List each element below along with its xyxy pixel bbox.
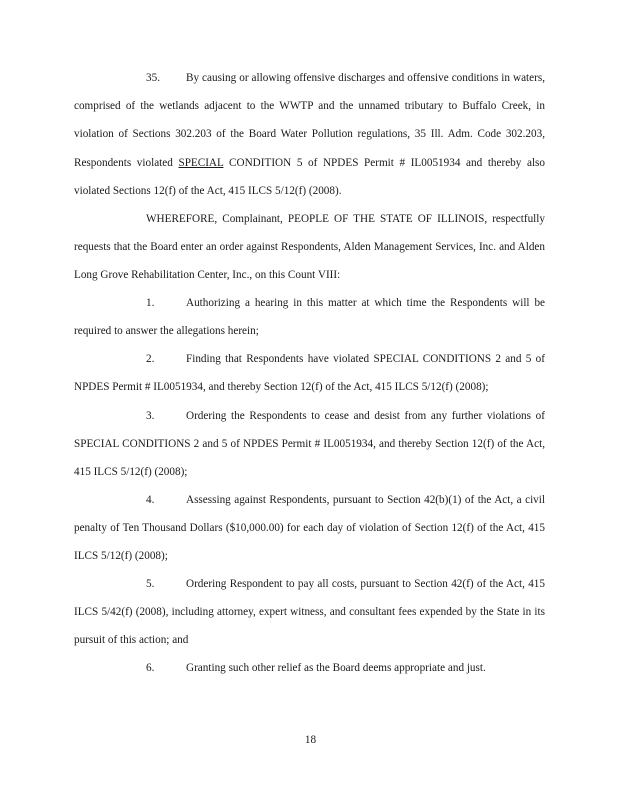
relief-item-number: 4. — [146, 494, 155, 506]
relief-item-number: 2. — [146, 353, 155, 365]
paragraph-35 — [74, 64, 545, 205]
paragraph-text-b: CONDITION 5 of NPDES Permit # IL0051934 and thereby also violated Sections 12(f) of the Act, 415 ILCS 5/12(f) (2008). — [74, 156, 546, 197]
relief-item-number: 6. — [146, 662, 155, 674]
relief-item — [74, 486, 545, 571]
wherefore-clause — [74, 205, 545, 290]
paragraph-text-a: By causing or allowing offensive discharges and offensive conditions in waters, comprised of the wetlands adjacent to the WWTP and the unnamed tributary to Buffalo Creek, in violation of Sections 302.203 of the Board Water Pollution regulations, 35 Ill. Adm. Code 302.203, Respondents violated — [74, 72, 545, 169]
paragraph-text-underlined: SPECIAL — [178, 156, 224, 169]
relief-item — [74, 345, 545, 401]
wherefore-text: WHEREFORE, Complainant, PEOPLE OF THE STATE OF ILLINOIS, respectfully requests that the Board enter an order against Respondents, Alden Management Services, Inc. and Alden Long Grove Rehabilitation Center, Inc., on this Count VIII: — [74, 213, 545, 282]
relief-item-text: Finding that Respondents have violated SPECIAL CONDITIONS 2 and 5 of NPDES Permit # IL0051934, and thereby Section 12(f) of the Act, 415 ILCS 5/12(f) (2008); — [74, 353, 545, 394]
relief-item-number: 1. — [146, 297, 155, 309]
relief-item-text: Ordering Respondent to pay all costs, pursuant to Section 42(f) of the Act, 415 ILCS 5/42(f) (2008), including attorney, expert witness, and consultant fees expended by the State in its pursuit of this action; and — [74, 578, 545, 647]
relief-item — [74, 402, 545, 487]
relief-item-text: Assessing against Respondents, pursuant to Section 42(b)(1) of the Act, a civil penalty of Ten Thousand Dollars ($10,000.00) for each day of violation of Section 12(f) of the Act, 415 ILCS 5/12(f) (2008); — [74, 494, 545, 563]
paragraph-number: 35. — [146, 72, 160, 84]
relief-item-text: Ordering the Respondents to cease and desist from any further violations of SPECIAL CONDITIONS 2 and 5 of NPDES Permit # IL0051934, and thereby Section 12(f) of the Act, 415 ILCS 5/12(f) (2008); — [74, 410, 545, 479]
page-number: 18 — [304, 734, 317, 746]
relief-item — [74, 289, 545, 345]
relief-item — [74, 570, 545, 655]
relief-item-text: Granting such other relief as the Board deems appropriate and just. — [186, 662, 486, 674]
relief-item-text: Authorizing a hearing in this matter at which time the Respondents will be required to answer the allegations herein; — [74, 297, 545, 338]
relief-item-number: 5. — [146, 578, 155, 590]
relief-item — [74, 654, 545, 682]
relief-item-number: 3. — [146, 410, 155, 422]
